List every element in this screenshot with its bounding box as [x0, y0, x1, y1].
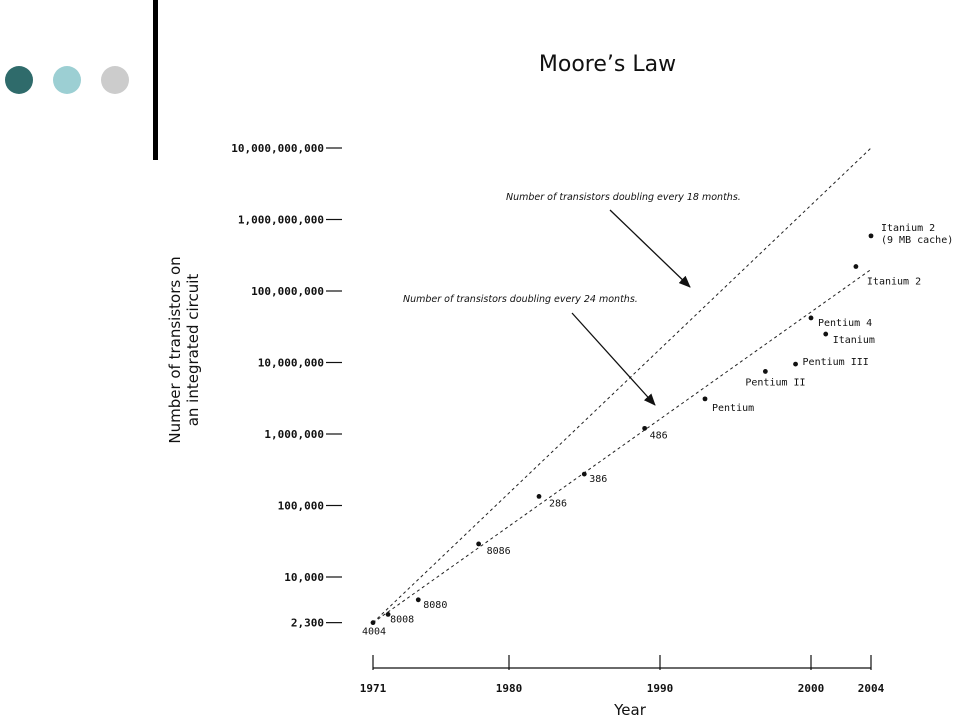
annotation-arrow: [572, 313, 655, 405]
data-point-marker: [854, 264, 859, 269]
y-axis-label-text: Number of transistors onan integrated circuit: [166, 256, 202, 444]
y-tick: [291, 617, 342, 630]
data-point: [869, 223, 954, 246]
x-tick-label: 2000: [797, 682, 825, 695]
x-tick: [496, 655, 523, 695]
data-point-label: Pentium II: [745, 377, 806, 389]
y-tick-label: 10,000,000: [257, 356, 324, 370]
trend-annotation: [506, 192, 741, 287]
data-point-label: Pentium III: [802, 357, 869, 369]
data-point-marker: [869, 233, 874, 238]
data-point-label: Pentium: [712, 402, 755, 414]
data-point: [703, 396, 755, 413]
x-tick: [647, 655, 674, 695]
x-axis: [360, 655, 885, 695]
data-point-marker: [537, 494, 542, 499]
y-tick: [258, 357, 342, 370]
data-point-label: 8086: [486, 545, 511, 557]
y-tick: [231, 142, 342, 155]
data-point-label: 286: [549, 498, 568, 510]
data-point-label: 4004: [362, 626, 387, 638]
data-point: [793, 357, 869, 368]
x-tick-label: 2004: [857, 682, 885, 695]
data-point-label: Itanium 2 (9 MB cache): [881, 222, 954, 246]
x-tick: [798, 655, 825, 695]
data-point-label: 8080: [423, 599, 448, 611]
y-tick: [284, 571, 342, 584]
x-tick: [858, 655, 885, 695]
y-axis-label: [166, 256, 202, 443]
y-tick-label: 1,000,000,000: [237, 213, 324, 227]
data-point: [642, 426, 667, 441]
data-point-marker: [582, 472, 587, 477]
data-point-marker: [476, 542, 481, 547]
y-tick-label: 10,000: [284, 571, 324, 584]
y-tick-label: 1,000,000: [264, 428, 324, 441]
data-point-label: Itanium: [832, 335, 875, 347]
chart-title: Moore’s Law: [538, 52, 677, 77]
annotation-arrow: [610, 210, 690, 287]
y-tick-label: 100,000: [277, 499, 324, 513]
y-tick: [278, 500, 342, 513]
data-point-label: 386: [589, 474, 608, 486]
data-point: [476, 542, 510, 557]
data-points: [362, 223, 953, 638]
x-tick-label: 1990: [646, 682, 674, 695]
data-point-marker: [763, 369, 768, 374]
data-point-marker: [793, 362, 798, 367]
data-point-marker: [703, 396, 708, 401]
y-tick-label: 10,000,000,000: [231, 142, 324, 155]
y-tick: [264, 428, 342, 441]
trend-annotation-text: Number of transistors doubling every 24 months.: [403, 294, 638, 305]
data-point: [416, 597, 447, 610]
trend-line: [373, 269, 871, 622]
data-point: [854, 264, 922, 287]
data-point: [386, 612, 414, 625]
trend-annotation: [403, 294, 655, 405]
data-point: [362, 620, 386, 637]
trend-annotation-text: Number of transistors doubling every 18 months.: [506, 192, 741, 203]
data-point-marker: [371, 620, 376, 625]
annotations: [403, 192, 741, 405]
data-point-label: Pentium 4: [818, 317, 873, 329]
y-axis: [231, 142, 342, 630]
data-point-marker: [642, 426, 647, 431]
data-point-marker: [809, 316, 814, 321]
x-tick-label: 1971: [359, 682, 387, 695]
data-point-marker: [823, 332, 828, 337]
data-point-marker: [416, 597, 421, 602]
x-axis-label: Year: [614, 701, 646, 719]
y-tick-label: 2,300: [290, 616, 324, 630]
data-point-label: Itanium 2: [866, 276, 922, 288]
data-point-label: 486: [649, 430, 668, 442]
x-tick-label: 1980: [495, 682, 523, 695]
data-point: [745, 369, 805, 388]
y-tick: [238, 214, 342, 227]
y-tick-label: 100,000,000: [251, 285, 324, 298]
data-point-label: 8008: [390, 614, 415, 626]
data-point: [582, 472, 607, 485]
data-point: [823, 332, 875, 346]
y-tick: [251, 285, 342, 298]
x-tick: [360, 655, 387, 695]
data-point: [809, 316, 873, 329]
